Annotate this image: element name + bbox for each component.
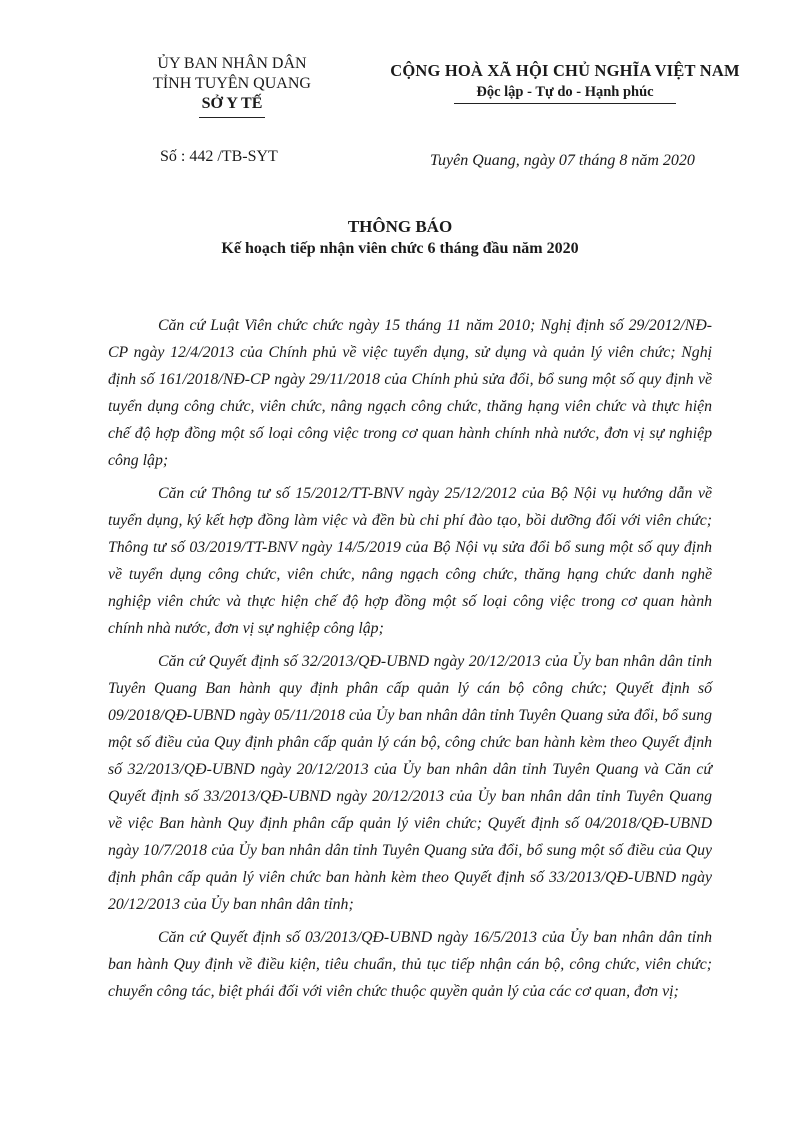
- document-number: Số : 442 /TB-SYT: [160, 148, 278, 165]
- body-paragraph: Căn cứ Thông tư số 15/2012/TT-BNV ngày 25/12/2012 của Bộ Nội vụ hướng dẫn về tuyển dụng, ký kết hợp đồng làm việc và đền bù chi phí đào tạo, bồi dưỡng đối với viên chức; Thông tư số 03/2019/TT-BNV ngày 14/5/2019 của Bộ Nội vụ sửa đổi bổ sung một số quy định về tuyển dụng công chức, viên chức, nâng ngạch công chức, thăng hạng chức danh nghề nghiệp viên chức và thực hiện chế độ hợp đồng một số loại công việc trong cơ quan hành chính nhà nước, đơn vị sự nghiệp công lập;: [108, 485, 712, 637]
- document-title-block: [0, 216, 800, 260]
- agency-line-3: SỞ Y TẾ: [201, 95, 263, 112]
- document-subject: Kế hoạch tiếp nhận viên chức 6 tháng đầu năm 2020: [221, 240, 579, 257]
- document-body: [108, 312, 712, 1011]
- national-motto: Độc lập - Tự do - Hạnh phúc: [476, 84, 654, 100]
- body-paragraph: Căn cứ Quyết định số 32/2013/QĐ-UBND ngày 20/12/2013 của Ủy ban nhân dân tỉnh Tuyên Quang Ban hành quy định phân cấp quản lý cán bộ công chức; Quyết định số 09/2018/QĐ-UBND ngày 05/11/2018 của Ủy ban nhân dân tỉnh Tuyên Quang sửa đổi, bổ sung một số điều của Quy định phân cấp quản lý cán bộ, công chức ban hành kèm theo Quyết định số 32/2013/QĐ-UBND ngày 20/12/2013 của Ủy ban nhân dân tỉnh Tuyên Quang và Căn cứ Quyết định số 33/2013/QĐ-UBND ngày 20/12/2013 của Ủy ban nhân dân tỉnh Tuyên Quang về việc Ban hành Quy định phân cấp quản lý viên chức; Quyết định số 04/2018/QĐ-UBND ngày 10/7/2018 của Ủy ban nhân dân tỉnh Tuyên Quang sửa đổi, bổ sung một số điều của Quy định phân cấp quản lý viên chức ban hành kèm theo Quyết định số 33/2013/QĐ-UBND ngày 20/12/2013 của Ủy ban nhân dân tỉnh;: [108, 653, 712, 913]
- agency-line-1: ỦY BAN NHÂN DÂN: [157, 55, 307, 72]
- body-paragraph: Căn cứ Luật Viên chức chức ngày 15 tháng 11 năm 2010; Nghị định số 29/2012/NĐ-CP ngày 12/4/2013 của Chính phủ về việc tuyển dụng, sử dụng và quản lý viên chức; Nghị định số 161/2018/NĐ-CP ngày 29/11/2018 của Chính phủ sửa đổi, bổ sung một số quy định về tuyển dụng công chức, viên chức, nâng ngạch công chức, thăng hạng viên chức và thực hiện chế độ hợp đồng một số loại công việc trong cơ quan hành chính nhà nước, đơn vị sự nghiệp công lập;: [108, 317, 712, 469]
- body-paragraph: Căn cứ Quyết định số 03/2013/QĐ-UBND ngày 16/5/2013 của Ủy ban nhân dân tỉnh ban hành Quy định về điều kiện, tiêu chuẩn, thủ tục tiếp nhận cán bộ, công chức, viên chức; chuyển công tác, biệt phái đối với viên chức thuộc quyền quản lý của các cơ quan, đơn vị;: [108, 929, 712, 1000]
- agency-line-2: TỈNH TUYÊN QUANG: [153, 75, 311, 92]
- motto-underline: [454, 103, 676, 104]
- document-type: THÔNG BÁO: [347, 217, 453, 236]
- agency-underline: [199, 117, 265, 118]
- national-title-block: [360, 60, 770, 104]
- issuing-agency-block: [112, 54, 352, 118]
- national-title: CỘNG HOÀ XÃ HỘI CHỦ NGHĨA VIỆT NAM: [390, 61, 740, 80]
- document-date: Tuyên Quang, ngày 07 tháng 8 năm 2020: [430, 152, 695, 169]
